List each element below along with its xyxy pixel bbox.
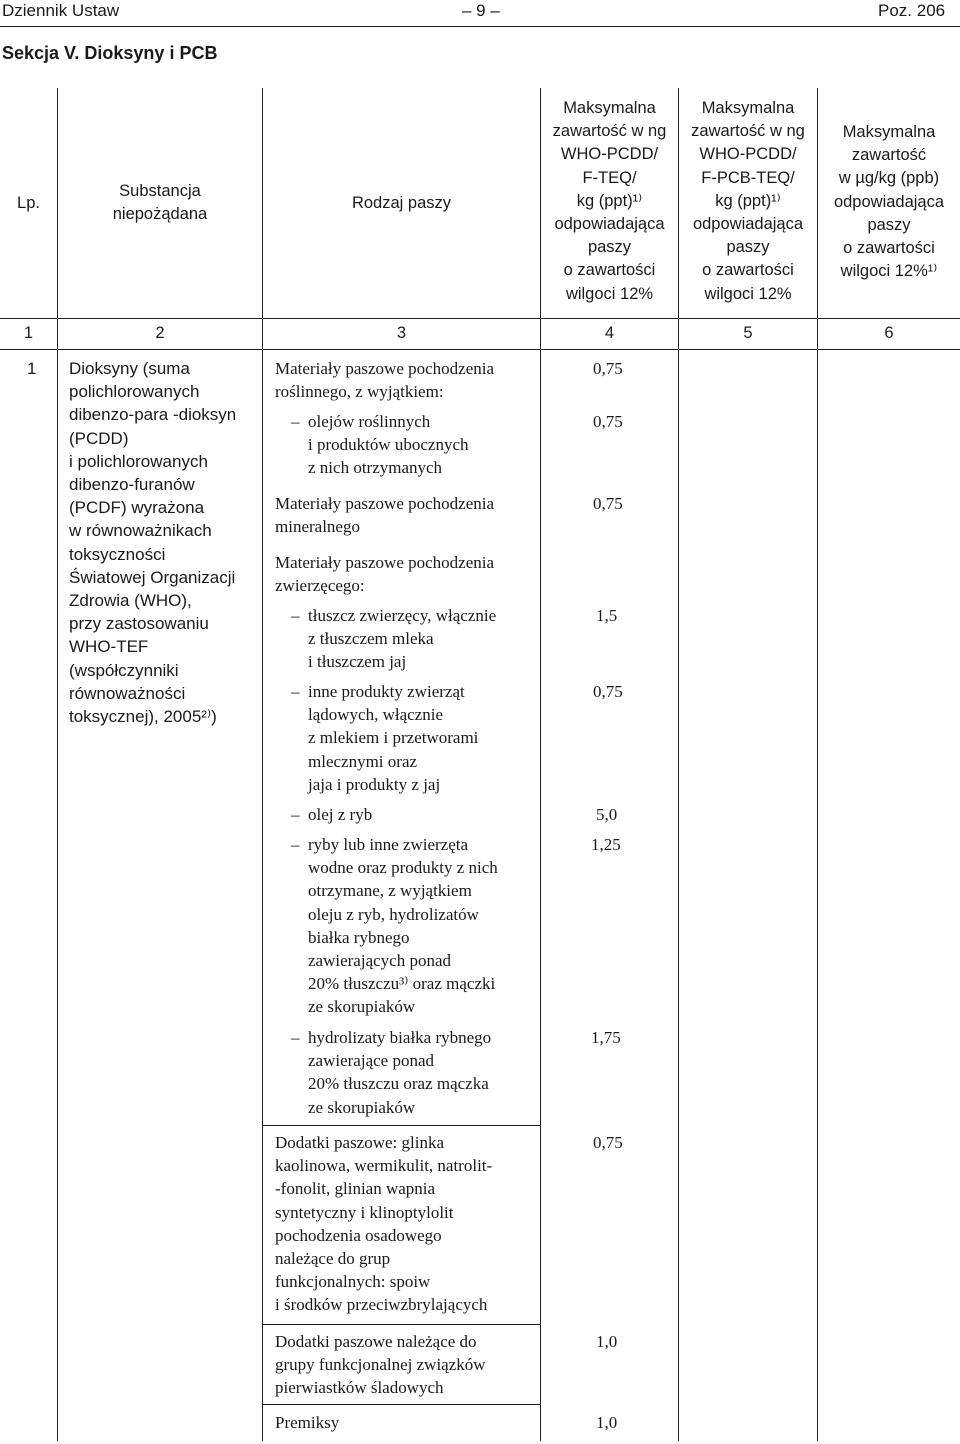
feed-additives-binders: Dodatki paszowe: glinka kaolinowa, wermikulit, natrolit- -fonolit, glinian wapnia syntetyczny i klinoptylolit pochodzenia osadowego należące do grup funkcjonalnych: spoiw i środków przeciwzbrylających xyxy=(275,1133,493,1315)
column-number-6: 6 xyxy=(884,324,894,342)
feed-additives-trace-elements: Dodatki paszowe należące do grupy funkcjonalnej związków pierwiastków śladowych xyxy=(275,1332,486,1398)
feed-premixes: Premiksy xyxy=(275,1413,340,1432)
header-max-ppb: Maksymalna zawartość w µg/kg (ppb) odpowiadająca paszy o zawartości wilgoci 12%¹⁾ xyxy=(833,123,945,281)
value-fish-protein-hydrolysates: 1,75 xyxy=(591,1028,621,1047)
section-title: Sekcja V. Dioksyny i PCB xyxy=(2,43,218,63)
feed-separator-additives xyxy=(262,1125,540,1126)
feed-fish-oil xyxy=(291,803,372,826)
header-lp: Lp. xyxy=(17,194,40,212)
header-feed-type: Rodzaj paszy xyxy=(351,194,452,212)
value-additives-trace-elements: 1,0 xyxy=(596,1332,618,1351)
feed-fish-aquatic-text: ryby lub inne zwierzęta wodne oraz produkty z nich otrzymane, z wyjątkiem oleju z ryb, hydrolizatów białka rybnego zawierających ponad 20% tłuszczu³⁾ oraz mączki ze skorupiaków xyxy=(308,835,498,1017)
feed-animal-origin: Materiały paszowe pochodzenia zwierzęcego: xyxy=(275,553,495,596)
feed-fish-aquatic-dash: – xyxy=(291,835,300,854)
col-divider-5 xyxy=(817,88,818,1441)
feed-animal-fat-text: tłuszcz zwierzęcy, włącznie z tłuszczem mleka i tłuszczem jaj xyxy=(308,606,497,672)
position-number: Poz. 206 xyxy=(878,1,946,20)
value-animal-fat: 1,5 xyxy=(596,606,618,625)
page-header xyxy=(0,0,960,24)
value-additives-binders: 0,75 xyxy=(593,1133,623,1152)
feed-plant-origin: Materiały paszowe pochodzenia roślinnego, z wyjątkiem: xyxy=(275,359,495,402)
row-lp: 1 xyxy=(27,359,37,378)
feed-other-land-animals xyxy=(291,680,478,796)
header-substance: Substancja niepożądana xyxy=(112,182,208,224)
value-vegetable-oils: 0,75 xyxy=(593,412,623,431)
col-divider-2 xyxy=(262,88,263,1441)
feed-animal-fat xyxy=(291,604,496,674)
column-number-3: 3 xyxy=(396,324,407,342)
feed-separator-premixes xyxy=(262,1404,540,1405)
feed-fish-protein-hydrolysates-text: hydrolizaty białka rybnego zawierające ponad 20% tłuszczu oraz mączka ze skorupiaków xyxy=(308,1028,492,1117)
journal-name: Dziennik Ustaw xyxy=(2,1,120,20)
feed-fish-aquatic xyxy=(291,833,498,1019)
feed-fish-protein-hydrolysates-dash: – xyxy=(291,1028,300,1047)
feed-animal-fat-dash: – xyxy=(291,606,300,625)
column-number-1: 1 xyxy=(23,324,34,342)
substance-description: Dioksyny (suma polichlorowanych dibenzo-para -dioksyn (PCDD) i polichlorowanych dibenzo-furanów (PCDF) wyrażona w równoważnikach toksyczności Światowej Organizacji Zdrowia (WHO), przy zastosowaniu WHO-TEF (współczynniki równoważności toksycznej), 2005²⁾) xyxy=(69,359,237,727)
value-fish-oil: 5,0 xyxy=(596,805,618,824)
feed-vegetable-oils-lines: olejów roślinnych i produktów ubocznych z nich otrzymanych xyxy=(308,412,469,478)
value-mineral-origin: 0,75 xyxy=(593,494,623,513)
column-number-2: 2 xyxy=(155,324,165,342)
header-max-pcdd-teq: Maksymalna zawartość w ng WHO-PCDD/ F-TEQ/ kg (ppt)¹⁾ odpowiadająca paszy o zawartości wilgoci 12% xyxy=(552,99,667,303)
feed-other-land-animals-dash: – xyxy=(291,682,300,701)
value-other-land-animals: 0,75 xyxy=(593,682,623,701)
value-plant-origin: 0,75 xyxy=(593,359,623,378)
header-rule xyxy=(0,26,960,27)
feed-mineral-origin: Materiały paszowe pochodzenia mineralnego xyxy=(275,494,495,537)
header-bottom-rule xyxy=(0,318,960,319)
feed-fish-oil-text: olej z ryb xyxy=(308,805,373,824)
column-number-5: 5 xyxy=(743,324,753,342)
value-fish-aquatic: 1,25 xyxy=(591,835,621,854)
col-divider-1 xyxy=(57,88,58,1441)
feed-fish-protein-hydrolysates xyxy=(291,1026,491,1119)
column-number-4: 4 xyxy=(604,324,615,342)
page-number: – 9 – xyxy=(462,1,500,20)
feed-fish-oil-dash: – xyxy=(291,805,300,824)
value-premixes: 1,0 xyxy=(596,1413,618,1432)
header-max-pcb-teq: Maksymalna zawartość w ng WHO-PCDD/ F-PCB-TEQ/ kg (ppt)¹⁾ odpowiadająca paszy o zawartości wilgoci 12% xyxy=(691,99,805,303)
feed-separator-trace xyxy=(262,1324,540,1325)
column-numbers-rule xyxy=(0,349,960,350)
feed-other-land-animals-text: inne produkty zwierząt lądowych, włącznie z mlekiem i przetworami mlecznymi oraz jaja i produkty z jaj xyxy=(308,682,479,794)
